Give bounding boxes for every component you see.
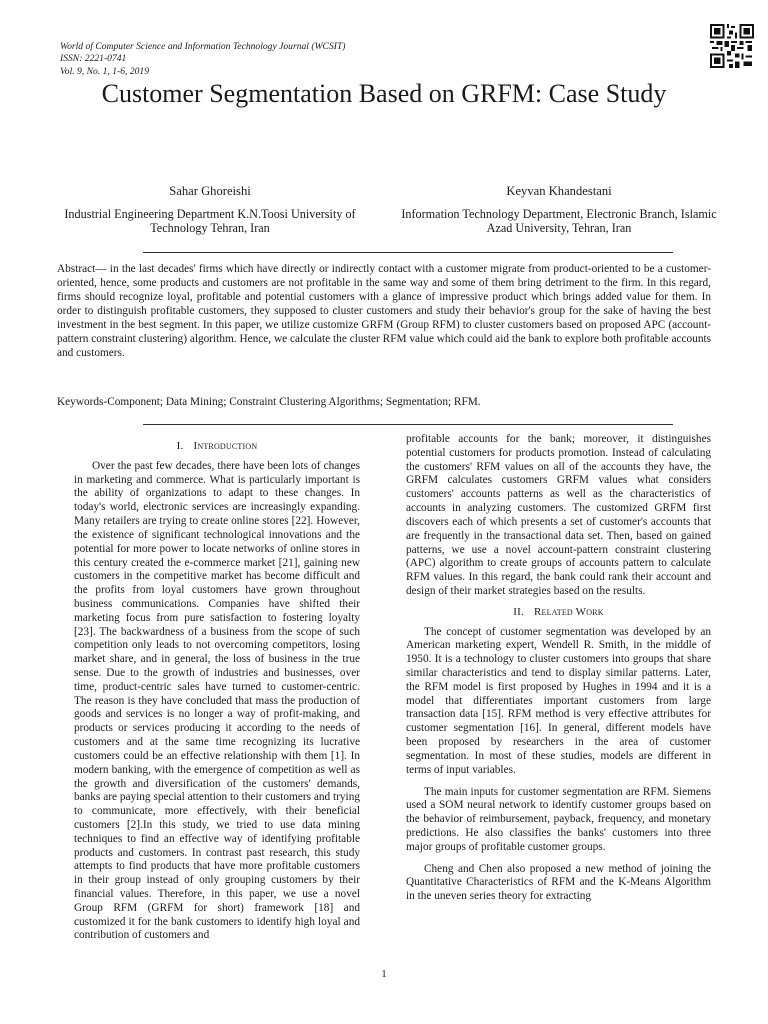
author-affiliation: Information Technology Department, Electronic Branch, Islamic Azad University, Tehran, Iran — [401, 206, 717, 235]
paragraph: profitable accounts for the bank; moreover, it distinguishes potential customers for products promotion. Instead of calculating the customers' RFM values on all of the accounts they have, the GRFM calculates customers GRFM values what considers customers' accounts patterns as well as the characteristics of accounts in analyzing customers. The customized GRFM first discovers each of which presents a set of customer's accounts that are frequently in the transactional data set. Then, based on gained patterns, we use a novel account-pattern constraint clustering (APC) algorithm to create groups of accounts pattern to calculate RFM values. In this regard, the bank could rank their account and design of their market strategies based on the results. — [406, 433, 711, 597]
section-title: Related Work — [533, 605, 604, 618]
journal-header — [60, 41, 345, 78]
author-affiliation: Industrial Engineering Department K.N.Toosi University of Technology Tehran, Iran — [64, 206, 356, 235]
author-block-2 — [400, 184, 718, 236]
author-name: Sahar Ghoreishi — [169, 184, 251, 198]
page-number: 1 — [381, 968, 387, 980]
section-heading-related-work — [406, 606, 711, 620]
journal-name: World of Computer Science and Information Technology Journal (WCSIT) — [60, 41, 346, 52]
abstract: Abstract— in the last decades' firms which have directly or indirectly contact with a customer migrate from product-oriented to be a customer-oriented, hence, some products and customers are not profitable in the same way and some of them bring detriment to the firm. In this regard, firms should recognize loyal, profitable and potential customers with a glance of impressive product which brings added value for them. In order to distinguish profitable customers, they supposed to cluster customers and study their behavior's group for the sake of having the best investment in the best segment. In this paper, we utilize customize GRFM (Group RFM) to cluster customers based on proposed APC (account-pattern constraint clustering) algorithm. Hence, we calculate the cluster RFM value which could aid the bank to explore both profitable accounts and customers. — [57, 263, 711, 359]
divider — [143, 252, 673, 253]
qr-code-icon — [710, 24, 754, 68]
section-heading-introduction — [74, 440, 360, 454]
section-number: II. — [513, 605, 524, 618]
left-column — [74, 433, 360, 943]
divider — [143, 424, 673, 425]
author-name: Keyvan Khandestani — [506, 184, 612, 198]
keywords: Keywords-Component; Data Mining; Constraint Clustering Algorithms; Segmentation; RFM. — [57, 396, 481, 408]
right-column — [406, 433, 711, 904]
paragraph: Over the past few decades, there have been lots of changes in marketing and commerce. What is particularly important is the ability of organizations to adapt to these changes. In today's world, electronic services are increasingly expanding. Many retailers are trying to create online stores [22]. However, the existence of significant technological innovations and the potential for more power to locate networks of online stores in this century created the e-commerce market [21], gaining new customers in the competitive market has become difficult and the profits from loyal customers have grown throughout business communications. Companies have shifted their marketing focus from pure satisfaction to fostering loyalty [23]. The backwardness of a business from the scope of such competition only leads to not overcoming competitors, losing market share, and in general, the loss of business in the true sense. Due to the growth of industries and businesses, over time, product-centric sales have turned to customer-centric. The reason is they have concluded that mass the production of goods and services is no longer a way of profit-making, and products or services producing it according to the needs of customers and at the same time recognizing its lucrative customers could be an effective relationship with them [1]. In modern banking, with the emergence of competition as well as the growth and diversification of the customers' demands, banks are paying special attention to their customers and trying to communicate, more effectively, with their beneficial customers [2].In this study, we tried to use data mining techniques to find an effective way of identifying profitable products and customers. In contrast past research, this study attempts to find products that have more profitable customers in their group instead of only grouping customers by their financial values. Therefore, in this paper, we use a novel Group RFM (GRFM for short) framework [18] and customized it for the bank customers to identify high loyal and contribution of customers and — [74, 459, 360, 942]
journal-volume: Vol. 9, No. 1, 1-6, 2019 — [60, 65, 150, 77]
journal-issn: ISSN: 2221-0741 — [60, 53, 127, 65]
paragraph: The main inputs for customer segmentation are RFM. Siemens used a SOM neural network to identify customer groups based on the behavior of reimbursement, payback, frequency, and monetary predictions. He also classifies the banks' customers into three major groups of profitable customer groups. — [406, 785, 711, 853]
paragraph: The concept of customer segmentation was developed by an American marketing expert, Wendell R. Smith, in the middle of 1950. It is a technology to cluster customers into groups that share similar characteristics and tend to display similar patterns. Later, the RFM model is first proposed by Hughes in 1994 and it is a model that differentiates important customers from large transaction data [15]. RFM method is very effective attributes for customer segmentation [16]. In general, different models have been proposed by researchers in the area of customer segmentation. In most of these studies, models are different in terms of input variables. — [406, 625, 711, 776]
paper-title: Customer Segmentation Based on GRFM: Case Study — [101, 79, 667, 108]
author-block-1 — [52, 184, 368, 236]
section-title: Introduction — [193, 440, 258, 452]
section-number: I. — [176, 440, 184, 452]
paragraph: Cheng and Chen also proposed a new method of joining the Quantitative Characteristics of RFM and the K-Means Algorithm in the uneven series theory for extracting — [406, 862, 711, 903]
